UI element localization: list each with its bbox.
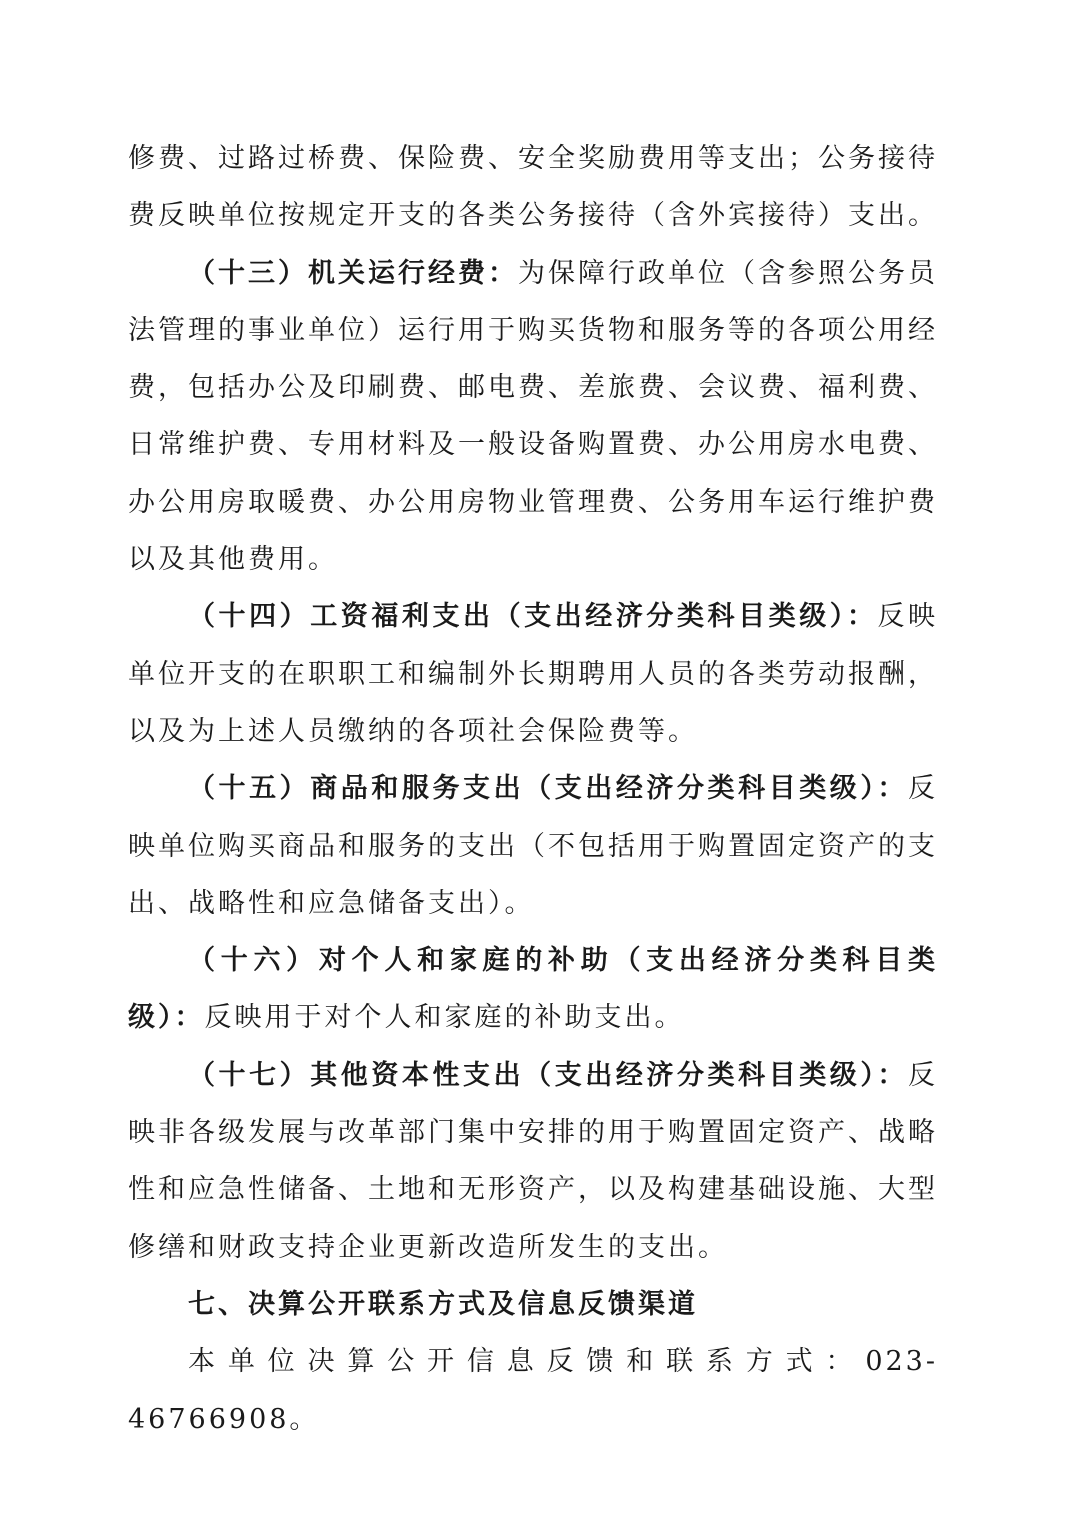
contact-paragraph — [128, 1333, 938, 1448]
paragraph-lead: （十七）其他资本性支出（支出经济分类科目类级）： — [188, 1059, 908, 1091]
contact-text: 本单位决算公开信息反馈和联系方式：023-46766908。 — [128, 1346, 938, 1435]
section-heading-text: 七、决算公开联系方式及信息反馈渠道 — [188, 1288, 698, 1320]
paragraph-lead: （十四）工资福利支出（支出经济分类科目类级）： — [188, 601, 878, 633]
document-body — [128, 130, 938, 1448]
paragraph-body: 修费、过路过桥费、保险费、安全奖励费用等支出；公务接待费反映单位按规定开支的各类公务接待（含外宾接待）支出。 — [128, 143, 938, 232]
paragraph-other-capital — [128, 1047, 938, 1276]
paragraph-body: 反映用于对个人和家庭的补助支出。 — [204, 1002, 685, 1034]
paragraph-lead: （十三）机关运行经费： — [188, 257, 518, 289]
paragraph-body: 为保障行政单位（含参照公务员法管理的事业单位）运行用于购买货物和服务等的各项公用经费，包括办公及印刷费、邮电费、差旅费、会议费、福利费、日常维护费、专用材料及一般设备购置费、办公用房水电费、办公用房取暖费、办公用房物业管理费、公务用车运行维护费以及其他费用。 — [128, 257, 938, 576]
paragraph-goods-services — [128, 760, 938, 932]
paragraph-body: 反映非各级发展与改革部门集中安排的用于购置固定资产、战略性和应急性储备、土地和无形资产，以及构建基础设施、大型修缮和财政支持企业更新改造所发生的支出。 — [128, 1059, 938, 1263]
section-heading — [128, 1276, 938, 1333]
paragraph-continued — [128, 130, 938, 245]
paragraph-household-subsidy — [128, 932, 938, 1047]
paragraph-operating-funds — [128, 245, 938, 589]
paragraph-lead: （十五）商品和服务支出（支出经济分类科目类级）： — [188, 773, 908, 805]
paragraph-body: 反映单位购买商品和服务的支出（不包括用于购置固定资产的支出、战略性和应急储备支出）。 — [128, 773, 938, 919]
paragraph-wages-welfare — [128, 588, 938, 760]
paragraph-body: 反映单位开支的在职职工和编制外长期聘用人员的各类劳动报酬，以及为上述人员缴纳的各项社会保险费等。 — [128, 601, 938, 747]
paragraph-lead: （十六）对个人和家庭的补助（支出经济分类科目类级）： — [128, 945, 938, 1034]
